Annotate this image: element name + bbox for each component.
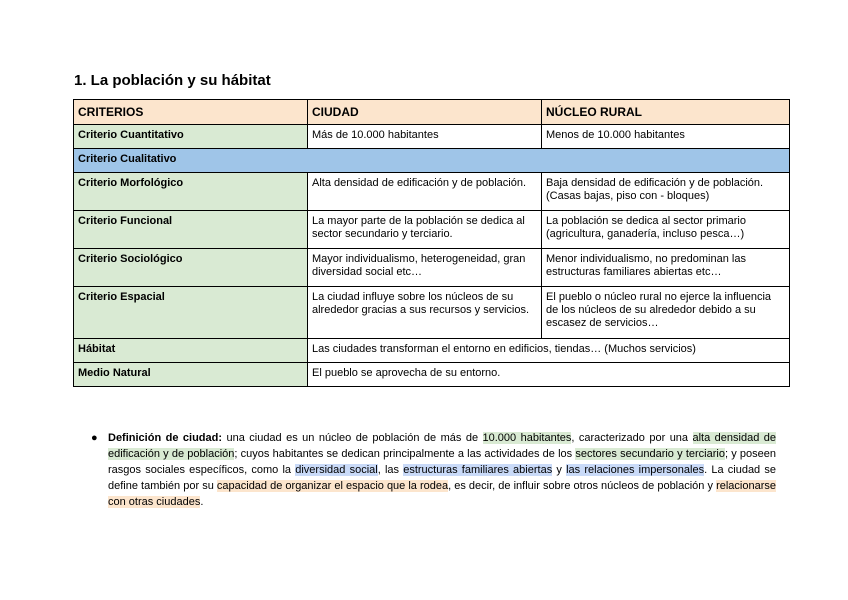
- table-row: [74, 173, 790, 211]
- criterion-cell: Criterio Sociológico: [74, 249, 308, 287]
- highlight-estructuras: estructuras familiares abiertas: [403, 464, 553, 476]
- criterion-cell: Criterio Funcional: [74, 211, 308, 249]
- header-ciudad: CIUDAD: [308, 100, 542, 125]
- highlight-capacidad: capacidad de organizar el espacio que la rodea: [216, 480, 449, 492]
- table-row: [74, 249, 790, 287]
- highlight-diversidad: diversidad social: [295, 464, 378, 476]
- page-title: 1. La población y su hábitat: [74, 72, 271, 89]
- definition-text: una ciudad es un núcleo de población de más de: [222, 432, 483, 444]
- definition-item: [91, 430, 776, 510]
- bullet-icon: ●: [91, 432, 98, 444]
- rural-cell: Menor individualismo, no predominan las estructuras familiares abiertas etc…: [542, 249, 790, 287]
- criterion-cell: Medio Natural: [74, 363, 308, 387]
- table-row: [74, 363, 790, 387]
- rural-cell: Menos de 10.000 habitantes: [542, 125, 790, 149]
- table-header-row: [74, 100, 790, 125]
- highlight-relacionarse: relacionarse con otras ciudades: [108, 480, 776, 508]
- criterion-section-cell: Criterio Cualitativo: [74, 149, 790, 173]
- definition-text: , las: [377, 464, 404, 476]
- ciudad-cell: Alta densidad de edificación y de población.: [308, 173, 542, 211]
- table-row: [74, 125, 790, 149]
- criterion-cell: Criterio Cuantitativo: [74, 125, 308, 149]
- highlight-densidad: alta densidad de edificación y de población: [108, 432, 777, 460]
- table-row: [74, 211, 790, 249]
- definition-list: [91, 430, 776, 510]
- table-row: [74, 149, 790, 173]
- criterion-cell: Criterio Morfológico: [74, 173, 308, 211]
- table-row: [74, 287, 790, 339]
- criteria-table: [73, 99, 790, 387]
- definition-text: , caracterizado por una: [571, 432, 693, 444]
- definition-text: , es decir, de influir sobre otros núcleos de población y: [448, 480, 717, 492]
- highlight-relaciones: las relaciones impersonales: [566, 464, 705, 476]
- definition-label: Definición de ciudad:: [108, 432, 223, 444]
- definition-text: ; y poseen rasgos sociales específicos, como la: [108, 448, 776, 476]
- ciudad-cell: La mayor parte de la población se dedica al sector secundario y terciario.: [308, 211, 542, 249]
- criterion-cell: Criterio Espacial: [74, 287, 308, 339]
- definition-text: .: [200, 496, 204, 508]
- table-row: [74, 339, 790, 363]
- highlight-habitantes: 10.000 habitantes: [482, 432, 572, 444]
- merged-cell: El pueblo se aprovecha de su entorno.: [308, 363, 790, 387]
- definition-text: . La ciudad se define también por su: [108, 464, 776, 492]
- rural-cell: La población se dedica al sector primario (agricultura, ganadería, incluso pesca…): [542, 211, 790, 249]
- rural-cell: El pueblo o núcleo rural no ejerce la influencia de los núcleos de su alrededor debido a su escasez de servicios…: [542, 287, 790, 339]
- header-nucleo-rural: NÚCLEO RURAL: [542, 100, 790, 125]
- criterion-cell: Hábitat: [74, 339, 308, 363]
- header-criterios: CRITERIOS: [74, 100, 308, 125]
- ciudad-cell: La ciudad influye sobre los núcleos de su alrededor gracias a sus recursos y servicios.: [308, 287, 542, 339]
- merged-cell: Las ciudades transforman el entorno en edificios, tiendas… (Muchos servicios): [308, 339, 790, 363]
- definition-text: y: [552, 464, 567, 476]
- definition-text: ; cuyos habitantes se dedican principalmente a las actividades de los: [234, 448, 576, 460]
- highlight-sectores: sectores secundario y terciario: [575, 448, 725, 460]
- ciudad-cell: Más de 10.000 habitantes: [308, 125, 542, 149]
- rural-cell: Baja densidad de edificación y de población. (Casas bajas, piso con - bloques): [542, 173, 790, 211]
- ciudad-cell: Mayor individualismo, heterogeneidad, gran diversidad social etc…: [308, 249, 542, 287]
